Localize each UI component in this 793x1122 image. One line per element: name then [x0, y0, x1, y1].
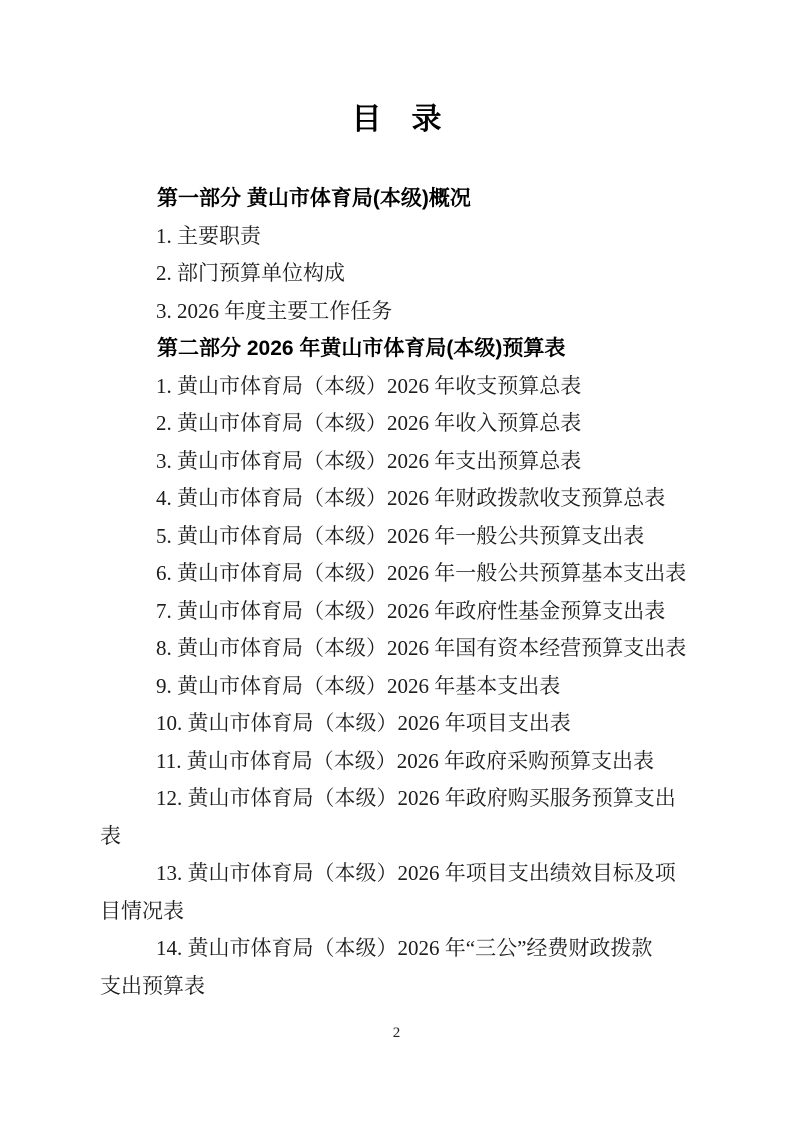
page-number: 2	[392, 1025, 401, 1041]
toc-entry-text: 11. 黄山市体育局（本级）2026 年政府采购预算支出表	[156, 748, 654, 773]
toc-entry-text: 14. 黄山市体育局（本级）2026 年“三公”经费财政拨款	[156, 936, 653, 960]
toc-entry-part2-1	[100, 368, 694, 406]
toc-entry-text: 6. 黄山市体育局（本级）2026 年一般公共预算基本支出表	[156, 561, 687, 585]
toc-entry-text: 8. 黄山市体育局（本级）2026 年国有资本经营预算支出表	[156, 636, 687, 660]
toc-entry-part2-13	[100, 855, 694, 930]
toc-entry-text: 1. 主要职责	[156, 223, 261, 248]
toc-entry-text: 9. 黄山市体育局（本级）2026 年基本支出表	[156, 673, 561, 698]
toc-entry-text-continued: 目情况表	[100, 898, 184, 923]
page-title: 目 录	[351, 103, 442, 136]
toc-entry-part2-11	[100, 743, 694, 781]
toc-entry-part2-5	[100, 518, 694, 556]
toc-entry-text: 2. 黄山市体育局（本级）2026 年收入预算总表	[156, 411, 582, 435]
toc-entry-part2-10	[100, 705, 694, 743]
toc-entry-part2-3	[100, 443, 694, 481]
toc-entry-text: 3. 2026 年度主要工作任务	[156, 298, 393, 323]
toc-entry-part1-1	[100, 218, 694, 256]
toc-entry-text: 13. 黄山市体育局（本级）2026 年项目支出绩效目标及项	[156, 861, 676, 885]
toc-entry-part2-4	[100, 480, 694, 518]
toc-entry-text-continued: 表	[100, 823, 121, 848]
toc-entry-part2-6	[100, 555, 694, 593]
toc-entry-text: 5. 黄山市体育局（本级）2026 年一般公共预算支出表	[156, 523, 645, 548]
toc-entry-part2-8	[100, 630, 694, 668]
toc-entry-text: 4. 黄山市体育局（本级）2026 年财政拨款收支预算总表	[156, 486, 666, 510]
toc-entry-text: 2. 部门预算单位构成	[156, 261, 345, 285]
table-of-contents	[100, 180, 694, 1005]
toc-entry-part1-2	[100, 255, 694, 293]
toc-part1-heading: 第一部分 黄山市体育局(本级)概况	[157, 187, 471, 210]
toc-entry-part2-12	[100, 780, 694, 855]
toc-entry-text-continued: 支出预算表	[100, 973, 205, 998]
toc-entry-part1-3	[100, 293, 694, 331]
toc-entry-text: 12. 黄山市体育局（本级）2026 年政府购买服务预算支出	[156, 786, 676, 810]
toc-entry-text: 1. 黄山市体育局（本级）2026 年收支预算总表	[156, 373, 582, 398]
toc-entry-text: 10. 黄山市体育局（本级）2026 年项目支出表	[156, 711, 571, 735]
toc-part2-heading: 第二部分 2026 年黄山市体育局(本级)预算表	[157, 337, 566, 360]
toc-entry-part2-14	[100, 930, 694, 1005]
toc-entry-text: 7. 黄山市体育局（本级）2026 年政府性基金预算支出表	[156, 598, 666, 623]
toc-entry-text: 3. 黄山市体育局（本级）2026 年支出预算总表	[156, 448, 582, 473]
toc-entry-part2-7	[100, 593, 694, 631]
toc-entry-part2-2	[100, 405, 694, 443]
toc-entry-part2-9	[100, 668, 694, 706]
